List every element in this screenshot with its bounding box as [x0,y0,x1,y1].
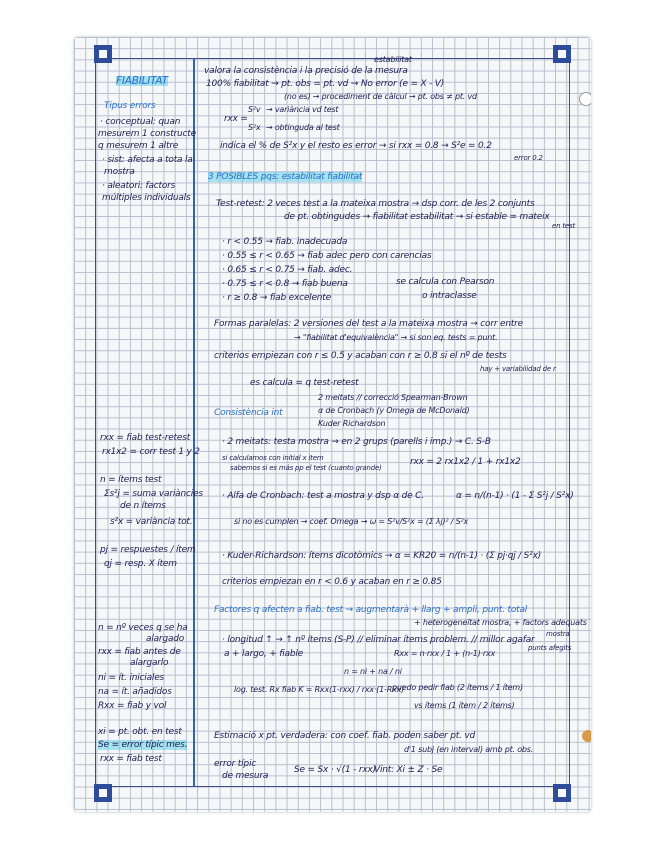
note-line: se calcula con Pearson [396,277,495,287]
binder-hole [582,730,591,742]
note-line: Kuder Richardson [318,419,386,428]
corner-mark-top-left [94,45,112,63]
formula: Vint: Xi ± Z · Se [374,765,443,775]
note-line: hay + variabilidad de r [480,365,556,373]
note-line: + heterogeneïtat mostra, + factors adequats [414,618,587,627]
note-line: α de Cronbach (y Omega de McDonald) [318,406,470,415]
note-line: xi = pt. obt. en test [98,727,182,737]
formula: Rxx = n·rxx / 1 + (n-1)·rxx [394,649,496,658]
note-line: múltiples individuals [102,193,191,203]
note-line: · r ≥ 0.8 → fiab excelente [222,293,331,303]
note-line: puedo pedir fiab (2 ítems / 1 ítem) [392,683,523,692]
note-line: · conceptual: quan [100,117,181,127]
note-line: S²x [248,123,261,132]
note-line: n = nº veces q se ha [98,623,188,633]
note-line: · aleatori: factors [102,181,176,191]
note-line: mostra [546,630,570,638]
section-heading: Formas paralelas: 2 versiones del test a la mateixa mostra → corr entre [214,319,523,329]
note-line: → obtinguda al test [266,123,340,132]
note-line: criterios empiezan con r ≤ 0.5 y acaban con r ≥ 0.8 si el nº de tests [214,351,507,361]
formula: si no es cumplen → coef. Omega → ω = S²v/S²x = (Σ λj)² / S²x [234,517,468,526]
note-line: si calculamos con initial x item [222,454,324,462]
note-line: o intraclasse [422,291,477,301]
note-line: 2 meitats // correcció Spearman-Brown [318,393,468,402]
formula: log. test. Rx fiab K = Rxx(1-rxx) / rxx·(1-Rxx) [234,685,405,694]
note-line: → "fiabilitat d'equivalència" → si son eq. tests = punt. [294,333,498,342]
formula: rxx = 2 rx1x2 / 1 + rx1x2 [410,457,521,467]
note-line: alargarlo [130,658,169,668]
note-line: rxx = fiab antes de [98,647,181,657]
note-line: · longitud ↑ → ↑ nº ítems (S-P) // eliminar ítems problem. // millor agafar [222,635,535,645]
note-line: Se = error típic mes. [98,740,188,750]
note-line: · 0.65 ≤ r < 0.75 → fiab. adec. [222,265,353,275]
note-line: error 0.2 [514,154,543,162]
note-line: na = ít. añadidos [98,687,172,697]
note-line: d'1 subj (en interval) amb pt. obs. [404,745,534,754]
title: FIABILITAT [116,75,168,87]
note-line: mostra [104,167,135,177]
note-line: rxx = fiab test-retest [100,433,191,443]
note-line: mesurem 1 constructe [98,129,196,139]
note-line: pj = respuestes / ítem [100,545,196,555]
section-heading: 3 POSIBLES pqs: estabilitat fiabilitat [208,172,363,182]
note-line: de n ítems [120,501,166,511]
note-line: → variància vd test [266,105,339,114]
corner-mark-bottom-right [553,784,571,802]
note-line: de pt. obtingudes → fiabilitat estabilitat → si estable = mateix [284,212,550,222]
note-line: 100% fiabilitat → pt. obs = pt. vd → No error (e = X - V) [206,79,445,89]
note-line: n = ítems test [100,475,162,485]
formula: n = ni + na / ni [344,667,402,676]
note-line: en test [552,222,576,230]
note-line: Rxx = fiab y vol [98,701,167,711]
note-line: · r < 0.55 → fiab. inadecuada [222,237,348,247]
note-line: vs ítems (1 ítem / 2 ítems) [414,701,515,710]
note-line: · 2 meitats: testa mostra → en 2 grups (parells i imp.) → C. S-B [222,437,491,447]
notebook-page [74,37,591,812]
note-line: · sist: afecta a tota la [102,155,193,165]
note-line: rxx = fiab test [100,754,162,764]
binder-ring-hole [579,92,591,106]
note-line: Σs²j = suma variàncies [104,489,203,499]
note-line: · 0.75 ≤ r < 0.8 → fiab buena [222,279,348,289]
formula: Se = Sx · √(1 - rxx) [294,765,376,775]
note-line: sabemos si es más pp el test (cuanto grande) [230,464,382,472]
section-heading: Consistència int [214,408,283,418]
note-line: indica el % de S²x y el resto es error → si rxx = 0.8 → S²e = 0.2 [220,141,492,151]
formula: α = n/(n-1) · (1 - Σ S²j / S²x) [456,491,574,501]
note-line: error típic [214,759,256,769]
note-line: rxx = [224,114,248,124]
note-line: alargado [146,634,185,644]
note-line: S²v [248,105,261,114]
corner-mark-top-right [553,45,571,63]
margin-line [193,58,195,787]
note-line: · 0.55 ≤ r < 0.65 → fiab adec pero con carencias [222,251,432,261]
note-line: es calcula = q test-retest [250,378,359,388]
note-line: criterios empiezan en r < 0.6 y acaban en r ≥ 0.85 [222,577,442,587]
note-line: · Alfa de Cronbach: test a mostra y dsp α de C. [222,491,424,501]
note-line: estabilitat [374,55,412,64]
note-line: ni = ít. iniciales [98,673,165,683]
note-line: q mesurem 1 altre [98,141,179,151]
note-line: s²x = variància tot. [110,517,193,527]
corner-mark-bottom-left [94,784,112,802]
note-line: valora la consistència i la precisió de la mesura [204,66,408,76]
note-line: qj = resp. X ítem [104,559,177,569]
note-line: rx1x2 = corr test 1 y 2 [102,447,200,457]
note-line: punts afegits [528,644,572,652]
section-heading: Estimació x pt. verdadera: con coef. fiab. poden saber pt. vd [214,731,476,741]
note-line: · Kuder-Richardson: ítems dicotòmics → α = KR20 = n/(n-1) · (Σ pj·qj / S²x) [222,551,542,561]
note-line: Tipus errors [104,101,156,111]
section-heading: Factores q afecten a fiab. test → augmentarà + llarg + ampli, punt. total [214,605,528,615]
note-line: de mesura [222,771,269,781]
note-line: (no es) → procediment de càlcul → pt. obs ≠ pt. vd [284,92,477,101]
note-line: a + largo, + fiable [224,649,303,659]
note-line: Test-retest: 2 veces test a la mateixa mostra → dsp corr. de les 2 conjunts [216,199,535,209]
